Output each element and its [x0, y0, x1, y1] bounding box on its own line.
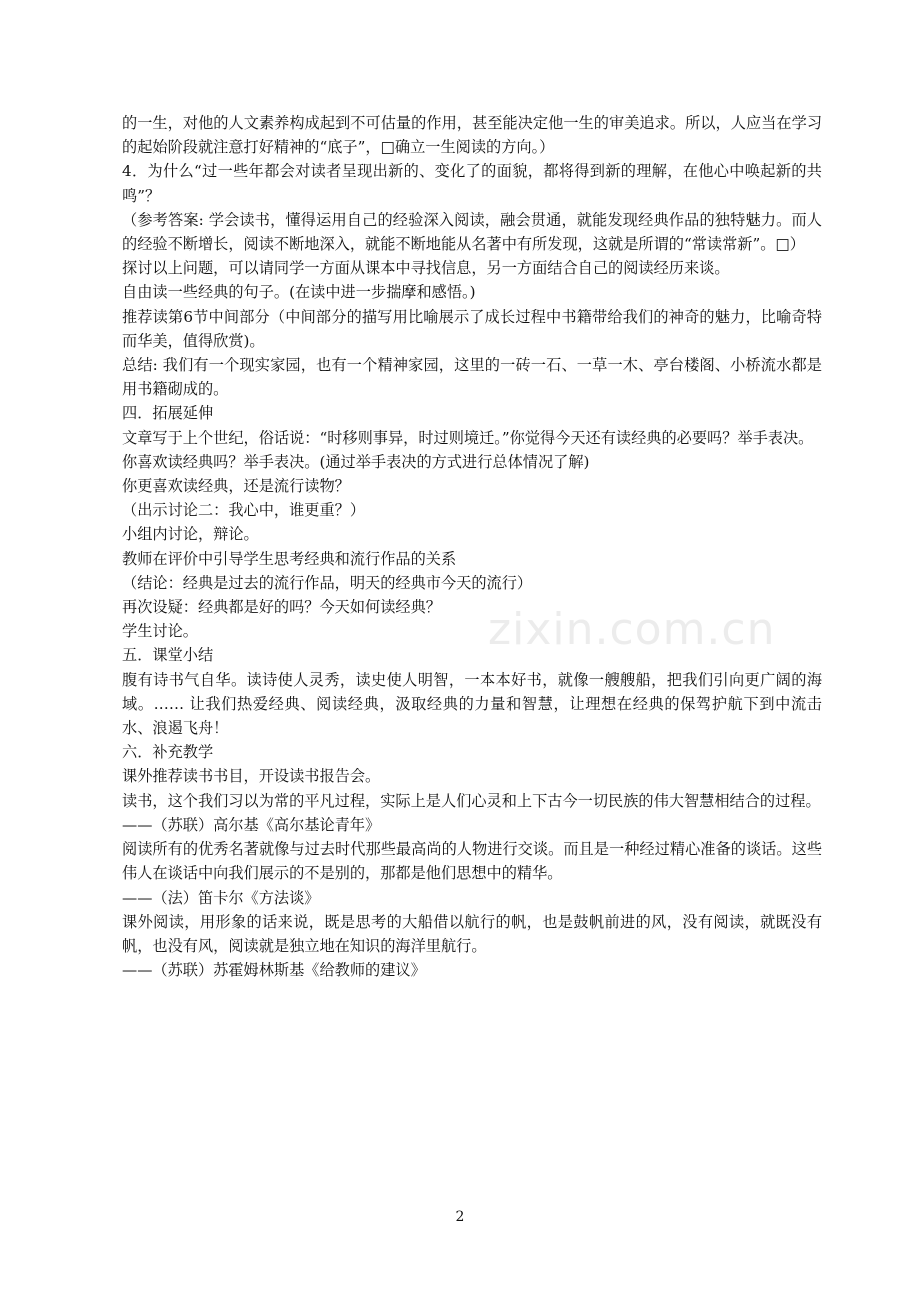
- reference-answer: （参考答案: 学会读书，懂得运用自己的经验深入阅读，融会贯通，就能发现经典作品的独特魅力。而人的经验不断增长，阅读不断地深入，就能不断地能从名著中有所发现，这就是所谓的“常读常新”。□）: [122, 210, 822, 254]
- quote-attribution-gorky: ——（苏联）高尔基《高尔基论青年》: [122, 815, 381, 834]
- watermark: zixin.com.cn: [488, 604, 776, 655]
- paragraph-second-question: 再次设疑：经典都是好的吗？今天如何读经典？: [122, 598, 441, 617]
- quote-attribution-sukhomlinsky: ——（苏联）苏霍姆林斯基《给教师的建议》: [122, 961, 426, 980]
- section-heading-summary: 五．课堂小结: [122, 646, 214, 665]
- question-4: 4．为什么“过一些年都会对读者呈现出新的、变化了的面貌，都将得到新的理解，在他心中唤起新的共鸣”？: [122, 162, 822, 205]
- quote-descartes: 阅读所有的优秀名著就像与过去时代那些最高尚的人物进行交谈。而且是一种经过精心准备的谈话。这些伟人在谈话中向我们展示的不是别的，那都是他们思想中的精华。: [122, 840, 822, 883]
- paragraph-continuation: 的一生，对他的人文素养构成起到不可估量的作用，甚至能决定他一生的审美追求。所以，人应当在学习的起始阶段就注意打好精神的“底子”，□确立一生阅读的方向。）: [122, 114, 822, 157]
- section-heading-extension: 四．拓展延伸: [122, 404, 214, 423]
- paragraph-class-summary: 腹有诗书气自华。读诗使人灵秀，读史使人明智，一本本好书，就像一艘艘船，把我们引向更广阔的海域。…… 让我们热爱经典、阅读经典，汲取经典的力量和智慧，让理想在经典的保驾护航下到中流击水、浪遏飞舟！: [122, 670, 822, 738]
- paragraph-recommend-reading: 推荐读第6节中间部分（中间部分的描写用比喻展示了成长过程中书籍带给我们的神奇的魅力，比喻奇特而华美，值得欣赏)。: [122, 307, 822, 350]
- quote-attribution-descartes: ——（法）笛卡尔《方法谈》: [122, 888, 320, 907]
- paragraph-vote-1: 文章写于上个世纪，俗话说：“时移则事异，时过则境迁。”你觉得今天还有读经典的必要吗？举手表决。: [122, 428, 814, 447]
- paragraph-discussion-two: （出示讨论二：我心中，谁更重？）: [122, 501, 365, 520]
- paragraph-vote-2: 你喜欢读经典吗？举手表决。(通过举手表决的方式进行总体情况了解): [122, 452, 590, 471]
- paragraph-group-discussion: 小组内讨论，辩论。: [122, 525, 259, 544]
- paragraph-free-reading: 自由读一些经典的句子。(在读中进一步揣摩和感悟。): [122, 283, 476, 302]
- paragraph-student-discussion: 学生讨论。: [122, 622, 198, 641]
- paragraph-question: 你更喜欢读经典，还是流行读物？: [122, 477, 350, 496]
- paragraph-discussion: 探讨以上问题，可以请同学一方面从课本中寻找信息，另一方面结合自己的阅读经历来谈。: [122, 259, 730, 278]
- paragraph-teacher-guide: 教师在评价中引导学生思考经典和流行作品的关系: [122, 549, 457, 568]
- paragraph-conclusion: （结论：经典是过去的流行作品，明天的经典市今天的流行）: [122, 573, 533, 592]
- document-body: [122, 111, 822, 982]
- section-heading-supplement: 六．补充教学: [122, 743, 214, 762]
- page-number: 2: [455, 1209, 465, 1225]
- paragraph-book-list: 课外推荐读书书目，开设读书报告会。: [122, 767, 381, 786]
- quote-gorky: 读书，这个我们习以为常的平凡过程，实际上是人们心灵和上下古今一切民族的伟大智慧相结合的过程。: [122, 791, 821, 810]
- quote-sukhomlinsky: 课外阅读，用形象的话来说，既是思考的大船借以航行的帆，也是鼓帆前进的风，没有阅读，就既没有帆，也没有风，阅读就是独立地在知识的海洋里航行。: [122, 912, 822, 955]
- paragraph-summary: 总结: 我们有一个现实家园，也有一个精神家园，这里的一砖一石、一草一木、亭台楼阁、小桥流水都是用书籍砌成的。: [122, 356, 822, 399]
